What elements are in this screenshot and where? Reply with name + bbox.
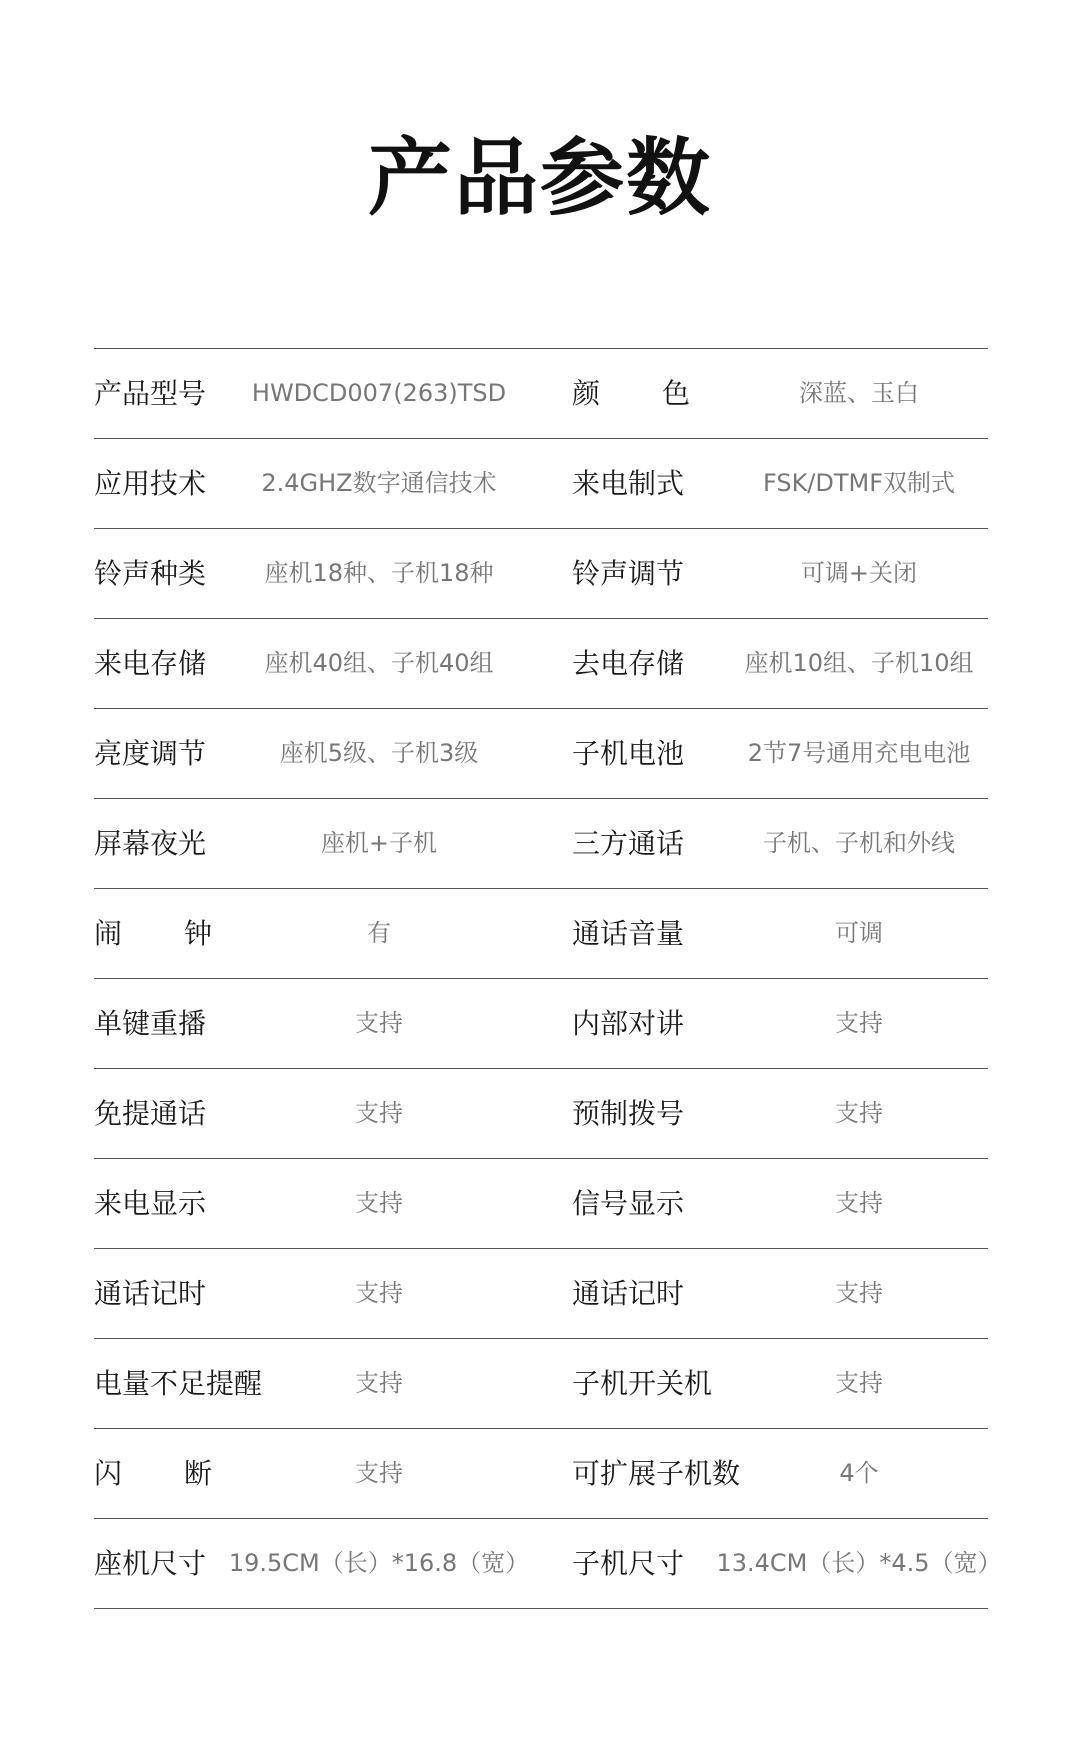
spec-row: [94, 1339, 988, 1429]
spec-label: 通话音量: [572, 917, 685, 950]
spec-row: [94, 1519, 1002, 1609]
spec-label: [572, 349, 690, 438]
spec-label: 三方通话: [572, 827, 685, 860]
spec-label: 电量不足提醒: [94, 1367, 263, 1400]
spec-label: 子机尺寸: [572, 1547, 685, 1580]
spec-value: 支持: [355, 1009, 403, 1037]
spec-label: 子机开关机: [572, 1367, 713, 1400]
spec-value: 支持: [355, 1459, 403, 1487]
spec-label: [94, 1429, 212, 1518]
spec-row: [94, 529, 988, 619]
spec-label: 去电存储: [572, 647, 685, 680]
spec-value: 可调+关闭: [800, 559, 918, 587]
spec-label: 内部对讲: [572, 1007, 685, 1040]
spec-value: HWDCD007(263)TSD: [251, 379, 507, 407]
spec-label: 可扩展子机数: [572, 1457, 741, 1490]
spec-value: 支持: [835, 1099, 883, 1127]
spec-value: 座机5级、子机3级: [279, 739, 479, 767]
spec-label: [94, 889, 212, 978]
spec-value: 座机+子机: [320, 829, 438, 857]
spec-value: 座机18种、子机18种: [264, 559, 494, 587]
spec-value: 支持: [355, 1369, 403, 1397]
spec-label: 预制拨号: [572, 1097, 685, 1130]
spec-row: [94, 1159, 988, 1249]
spec-label: 亮度调节: [94, 737, 207, 770]
spec-label: 产品型号: [94, 377, 207, 410]
spec-value: 支持: [355, 1189, 403, 1217]
spec-value: 支持: [835, 1279, 883, 1307]
spec-label: 子机电池: [572, 737, 685, 770]
spec-row: [94, 619, 988, 709]
spec-row: [94, 1429, 988, 1519]
spec-row: [94, 709, 988, 799]
spec-row: [94, 439, 988, 529]
spec-label: 来电显示: [94, 1187, 207, 1220]
spec-row: [94, 979, 988, 1069]
spec-value: FSK/DTMF双制式: [762, 469, 956, 497]
spec-label: 来电存储: [94, 647, 207, 680]
spec-value: 2.4GHZ数字通信技术: [261, 469, 497, 497]
spec-label: 信号显示: [572, 1187, 685, 1220]
spec-value: 子机、子机和外线: [763, 829, 955, 857]
spec-value: 支持: [835, 1189, 883, 1217]
spec-label-char: 断: [183, 1457, 212, 1490]
spec-label-char: 色: [661, 377, 690, 410]
spec-row: [94, 889, 988, 979]
spec-value: 支持: [835, 1009, 883, 1037]
spec-label: 通话记时: [94, 1277, 207, 1310]
spec-row: [94, 1069, 988, 1159]
spec-label: 屏幕夜光: [94, 827, 207, 860]
spec-value: 4个: [839, 1459, 879, 1487]
spec-value: 有: [367, 919, 391, 947]
spec-value: 支持: [355, 1279, 403, 1307]
spec-value: 可调: [835, 919, 883, 947]
spec-label-char: 闪: [94, 1457, 123, 1490]
spec-value: 19.5CM（长）*16.8（宽）: [228, 1549, 530, 1577]
spec-label-char: 钟: [183, 917, 212, 950]
spec-value: 13.4CM（长）*4.5（宽）: [716, 1549, 1002, 1577]
spec-label: 免提通话: [94, 1097, 207, 1130]
spec-row: [94, 1249, 988, 1339]
spec-label-char: 颜: [572, 377, 601, 410]
spec-label-char: 闹: [94, 917, 123, 950]
spec-label: 单键重播: [94, 1007, 207, 1040]
spec-label: 铃声种类: [94, 557, 207, 590]
spec-label: 座机尺寸: [94, 1547, 207, 1580]
spec-table: [94, 348, 1002, 1609]
spec-value: 座机40组、子机40组: [264, 649, 494, 677]
spec-label: 铃声调节: [572, 557, 685, 590]
spec-value: 座机10组、子机10组: [744, 649, 974, 677]
spec-value: 支持: [355, 1099, 403, 1127]
spec-label: 来电制式: [572, 467, 685, 500]
spec-row: [94, 349, 988, 439]
spec-label: 应用技术: [94, 467, 207, 500]
spec-value: 深蓝、玉白: [799, 379, 919, 407]
page-title: 产品参数: [367, 129, 712, 227]
spec-value: 2节7号通用充电电池: [747, 739, 971, 767]
spec-label: 通话记时: [572, 1277, 685, 1310]
spec-value: 支持: [835, 1369, 883, 1397]
spec-row: [94, 799, 988, 889]
